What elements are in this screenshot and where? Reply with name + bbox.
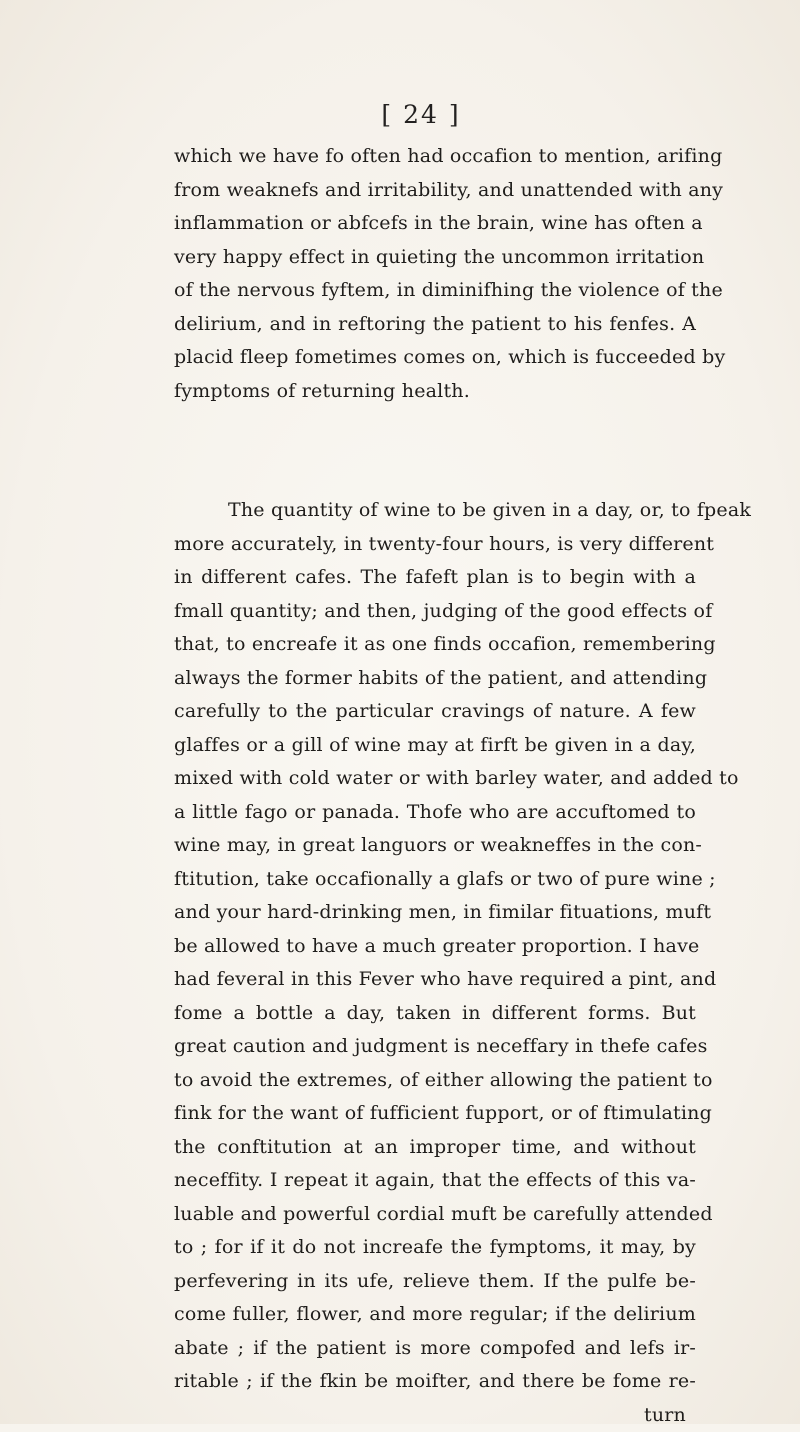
text-line: fome a bottle a day, taken in different forms. But xyxy=(174,997,696,1031)
text-line: The quantity of wine to be given in a day, or, to fpeak xyxy=(174,494,696,528)
text-line: fink for the want of fufficient fupport, or of ftimulating xyxy=(174,1097,696,1131)
text-line: which we have fo often had occafion to mention, arifing xyxy=(174,140,696,174)
text-line: a little fago or panada. Thofe who are accuftomed to xyxy=(174,796,696,830)
text-line: carefully to the particular cravings of nature. A few xyxy=(174,695,696,729)
text-line: great caution and judgment is neceffary in thefe cafes xyxy=(174,1030,696,1064)
text-line: glaffes or a gill of wine may at firft be given in a day, xyxy=(174,729,696,763)
text-line: always the former habits of the patient, and attending xyxy=(174,662,696,696)
text-line: ritable ; if the fkin be moifter, and there be fome re- xyxy=(174,1365,696,1399)
text-line: luable and powerful cordial muft be carefully attended xyxy=(174,1198,696,1232)
text-line: fymptoms of returning health. xyxy=(174,375,696,409)
text-line: delirium, and in reftoring the patient to his fenfes. A xyxy=(174,308,696,342)
text-line: placid fleep fometimes comes on, which is fucceeded by xyxy=(174,341,696,375)
paragraph-2 xyxy=(174,494,696,1432)
text-line: neceffity. I repeat it again, that the effects of this va- xyxy=(174,1164,696,1198)
text-line: abate ; if the patient is more compofed and lefs ir- xyxy=(174,1332,696,1366)
text-line: be allowed to have a much greater proportion. I have xyxy=(174,930,696,964)
text-line: inflammation or abfcefs in the brain, wine has often a xyxy=(174,207,696,241)
text-line: to ; for if it do not increafe the fymptoms, it may, by xyxy=(174,1231,696,1265)
text-line: perfevering in its ufe, relieve them. If the pulfe be- xyxy=(174,1265,696,1299)
text-line: of the nervous fyftem, in diminifhing the violence of the xyxy=(174,274,696,308)
paragraph-1 xyxy=(174,140,696,408)
text-line: in different cafes. The fafeft plan is to begin with a xyxy=(174,561,696,595)
text-line: ftitution, take occafionally a glafs or two of pure wine ; xyxy=(174,863,696,897)
text-line: fmall quantity; and then, judging of the good effects of xyxy=(174,595,696,629)
text-line: wine may, in great languors or weakneffes in the con- xyxy=(174,829,696,863)
catchword: turn xyxy=(174,1399,696,1432)
text-line: that, to encreafe it as one finds occafion, remembering xyxy=(174,628,696,662)
page-number-header: [ 24 ] xyxy=(0,100,800,129)
text-line: from weaknefs and irritability, and unattended with any xyxy=(174,174,696,208)
text-line: more accurately, in twenty-four hours, is very different xyxy=(174,528,696,562)
text-line: the conftitution at an improper time, and without xyxy=(174,1131,696,1165)
text-line: very happy effect in quieting the uncommon irritation xyxy=(174,241,696,275)
text-line: had feveral in this Fever who have required a pint, and xyxy=(174,963,696,997)
text-line: mixed with cold water or with barley water, and added to xyxy=(174,762,696,796)
text-line: to avoid the extremes, of either allowing the patient to xyxy=(174,1064,696,1098)
text-line: come fuller, flower, and more regular; if the delirium xyxy=(174,1298,696,1332)
text-line: and your hard-drinking men, in fimilar fituations, muft xyxy=(174,896,696,930)
